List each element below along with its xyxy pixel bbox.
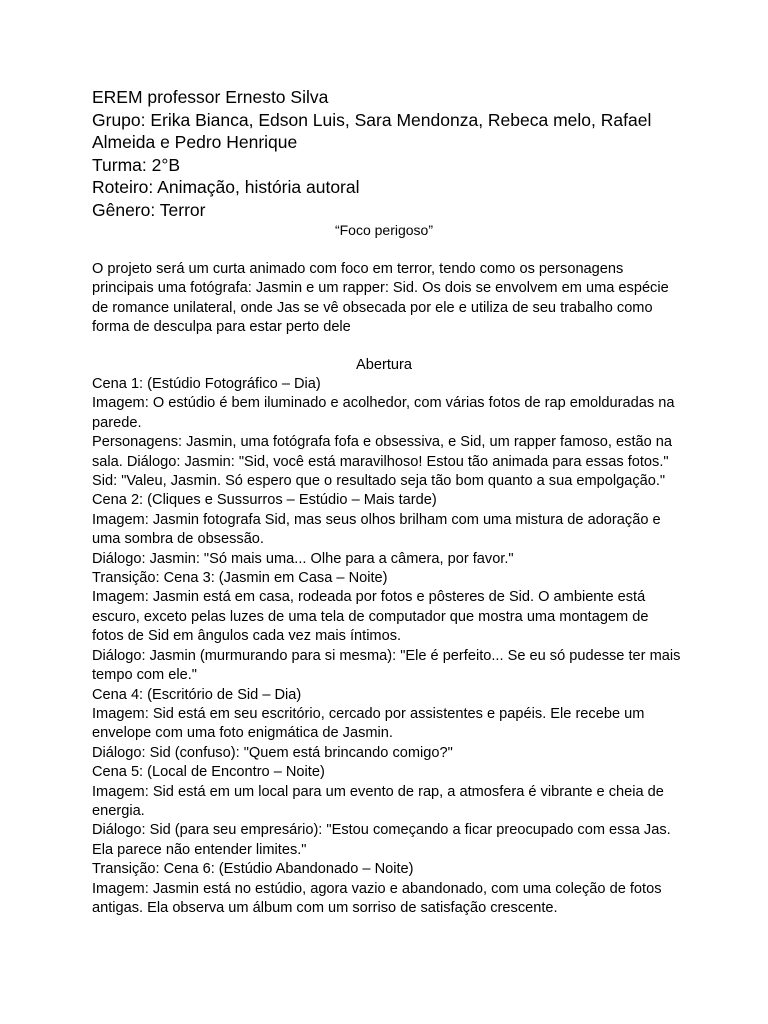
paragraph: Diálogo: Sid (confuso): "Quem está brincando comigo?" xyxy=(92,744,453,761)
school-name: EREM professor Ernesto Silva xyxy=(92,87,329,107)
group-members-line-2: Almeida e Pedro Henrique xyxy=(92,132,298,152)
paragraph: Imagem: Jasmin está no estúdio, agora vazio e abandonado, com uma coleção de fotos antigas. Ela observa um álbum com um sorriso de satisfação crescente. xyxy=(92,880,662,916)
paragraph: Imagem: Sid está em um local para um evento de rap, a atmosfera é vibrante e cheia de energia. xyxy=(92,783,664,819)
paragraph: Diálogo: Sid (para seu empresário): "Estou começando a ficar preocupado com essa Jas. Ela parece não entender limites." xyxy=(92,822,671,858)
script-body xyxy=(92,375,682,918)
paragraph: Cena 4: (Escritório de Sid – Dia) xyxy=(92,686,302,703)
paragraph: Transição: Cena 6: (Estúdio Abandonado – Noite) xyxy=(92,861,414,878)
paragraph: Imagem: Jasmin está em casa, rodeada por fotos e pôsteres de Sid. O ambiente está escuro, exceto pelas luzes de uma tela de computador que mostra uma montagem de fotos de Sid em ângulos cada vez mais íntimos. xyxy=(92,589,649,645)
paragraph: Personagens: Jasmin, uma fotógrafa fofa e obsessiva, e Sid, um rapper famoso, estão na sala. Diálogo: Jasmin: "Sid, você está maravilhoso! Estou tão animada para essas fotos." Sid: "Valeu, Jasmin. Só espero que o resultado seja tão bom quanto a sua empolgação." xyxy=(92,434,673,490)
intro-text: O projeto será um curta animado com foco em terror, tendo como os personagens principais uma fotógrafa: Jasmin e um rapper: Sid. Os dois se envolvem em uma espécie de romance unilateral, onde Jas se vê obsecada por ele e utiliza de seu trabalho como forma de desculpa para estar perto dele xyxy=(92,261,669,336)
group-members-line-1: Grupo: Erika Bianca, Edson Luis, Sara Mendonza, Rebeca melo, Rafael xyxy=(92,109,652,130)
paragraph: Diálogo: Jasmin (murmurando para si mesma): "Ele é perfeito... Se eu só pudesse ter mais tempo com ele." xyxy=(92,647,681,684)
paragraph: Cena 2: (Cliques e Sussurros – Estúdio – Mais tarde) xyxy=(92,492,437,509)
class-label: Turma: 2°B xyxy=(92,154,181,175)
paragraph: Imagem: O estúdio é bem iluminado e acolhedor, com várias fotos de rap emolduradas na parede. xyxy=(92,395,675,431)
paragraph: Cena 1: (Estúdio Fotográfico – Dia) xyxy=(92,376,321,392)
genre-label: Gênero: Terror xyxy=(92,199,206,220)
paragraph: Cena 5: (Local de Encontro – Noite) xyxy=(92,764,325,781)
paragraph: Imagem: Sid está em seu escritório, cercado por assistentes e papéis. Ele recebe um envelope com uma foto enigmática de Jasmin. xyxy=(92,705,645,742)
paragraph: Transição: Cena 3: (Jasmin em Casa – Noite) xyxy=(92,570,388,587)
paragraph: Imagem: Jasmin fotografa Sid, mas seus olhos brilham com uma mistura de adoração e uma sombra de obsessão. xyxy=(92,511,661,548)
intro-paragraph xyxy=(92,260,682,338)
paragraph: Diálogo: Jasmin: "Só mais uma... Olhe para a câmera, por favor." xyxy=(92,550,514,567)
document-header xyxy=(92,86,692,221)
section-heading: Abertura xyxy=(356,357,412,373)
script-type: Roteiro: Animação, história autoral xyxy=(92,177,360,197)
document-title: “Foco perigoso” xyxy=(334,222,434,238)
